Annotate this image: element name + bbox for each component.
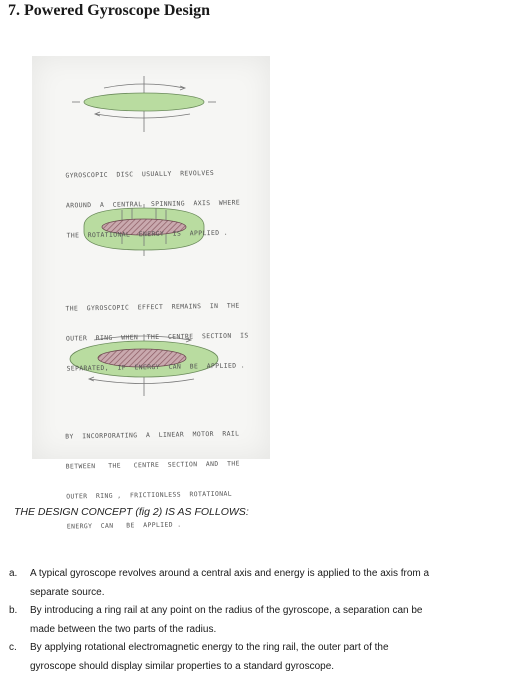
list-item: c. By applying rotational electromagnetic energy to the ring rail, the outer part of the gyroscope should display similar properties to a standard gyroscope. [8, 639, 514, 676]
list-item: b. By introducing a ring rail at any point on the radius of the gyroscope, a separation can be made between the two parts of the radius. [8, 602, 514, 639]
sketch-caption-2: THE GYROSCOPIC EFFECT REMAINS IN THE OUTER RING WHEN THE CENTRE SECTION IS SEPARATED, IF ENERGY CAN BE APPLIED . [65, 301, 249, 373]
list-marker: b. [9, 605, 18, 617]
disc-1 [72, 76, 216, 132]
sketch-caption-3: BY INCORPORATING A LINEAR MOTOR RAIL BETWEEN THE CENTRE SECTION AND THE OUTER RING , FRICTIONLESS ROTATIONAL ENERGY CAN BE APPLIED . [65, 429, 240, 531]
sketch-caption-1: GYROSCOPIC DISC USUALLY REVOLVES AROUND A CENTRAL SPINNING AXIS WHERE THE ROTATIONAL ENERGY IS APPLIED . [65, 168, 241, 240]
design-concept-title: THE DESIGN CONCEPT (fig 2) IS AS FOLLOWS: [14, 506, 249, 518]
list-marker: a. [9, 568, 18, 579]
list-item: a. A typical gyroscope revolves around a central axis and energy is applied to the axis from a separate source. [8, 565, 514, 602]
concept-list [8, 565, 514, 677]
list-marker: c. [9, 642, 17, 654]
section-heading: 7. Powered Gyroscope Design [8, 2, 211, 19]
